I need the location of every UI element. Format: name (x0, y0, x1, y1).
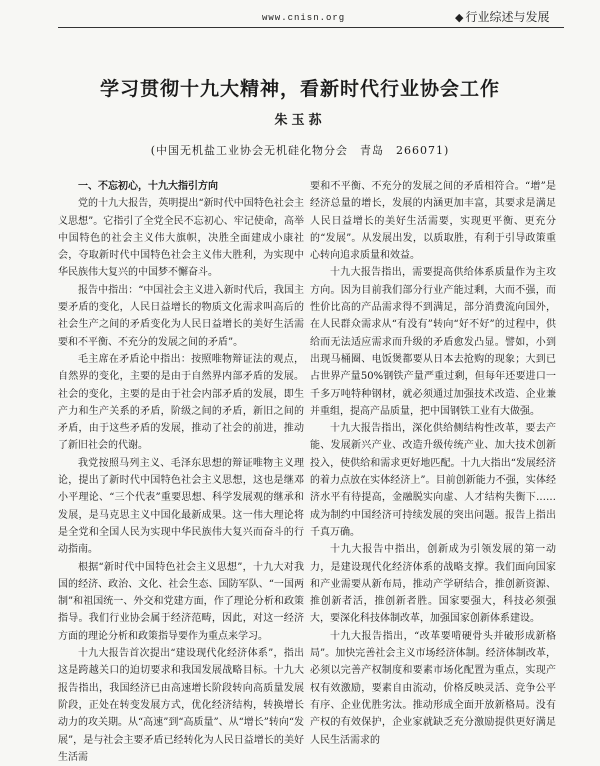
paragraph: 十九大报告首次提出“建设现代化经济体系”，指出这是跨越关口的迫切要求和我国发展战略目标。十九大报告指出，我国经济已由高速增长阶段转向高质量发展阶段，正处在转变发展方式，优化经济结构，转换增长动力的攻关期。从“高速”到“高质量”、从“增长”转向“发展”，是与社会主要矛盾已经转化为人民日益增长的美好生活需 (58, 648, 304, 763)
author-affiliation: (中国无机盐工业协会无机硅化物分会 青岛 266071) (150, 144, 450, 157)
section-heading: 一、不忘初心，十九大指引方向 (78, 181, 218, 192)
paragraph: 根据“新时代中国特色社会主义思想”，十九大对我国的经济、政治、文化、社会生态、国防军队、“一国两制”和祖国统一、外交和党建方面，作了理论分析和政策指导。我们行业协会属于经济范畴，因此，对这一经济方面的理论分析和政策指导要作为重点来学习。 (58, 561, 304, 642)
diamond-icon: ◆ (455, 11, 464, 24)
page-header (0, 0, 600, 34)
site-url: www.cnisn.org (262, 13, 346, 23)
paragraph: 我党按照马列主义、毛泽东思想的辩证唯物主义理论，提出了新时代中国特色社会主义思想，这也是继邓小平理论、“三个代表”重要思想、科学发展观的继承和发展，是马克思主义中国化最新成果。这一伟大理论将是全党和全国人民为实现中华民族伟大复兴而奋斗的行动指南。 (58, 457, 304, 556)
header-rule (58, 27, 564, 28)
left-column (58, 178, 304, 763)
paragraph: 十九大报告中指出，创新成为引领发展的第一动力，是建设现代化经济体系的战略支撑。我们面向国家和产业需要从新布局，推动产学研结合，推创新资源、推创新者活，推创新者胜。国家要强大，科技必须强大，要深化科技体制改革，加强国家创新体系建设。 (310, 544, 556, 625)
right-column (310, 178, 556, 746)
paragraph: 十九大报告指出，需要提高供给体系质量作为主攻方向。因为目前我们部分行业产能过剩，大而不强，而性价比高的产品需求得不到满足，部分消费流向国外，在人民群众需求从“有没有”转向“好不好”的过程中，供给而无法适应需求而升级的矛盾愈发凸显。譬如，小到出现马桶圈、电饭煲都要从日本去抢购的现象；大到已占世界产量50%钢铁产量严重过剩，但每年还要进口一千多万吨特种钢材，就必须通过加强技术改造、企业兼并重组，提高产品质量，把中国钢铁工业有大做强。 (310, 267, 556, 417)
paragraph: 十九大报告指出，深化供给侧结构性改革，要去产能、发展新兴产业、改造升级传统产业、加大技术创新投入，使供给和需求更好地匹配。十九大指出“发展经济的着力点放在实体经济上”。目前创新能力不强，实体经济水平有待提高，金融脱实向虚、人才结构失衡下……成为制约中国经济可持续发展的突出问题。报告上指出千真万确。 (310, 423, 556, 538)
paragraph: 毛主席在矛盾论中指出：按照唯物辩证法的观点，自然界的变化，主要的是由于自然界内部矛盾的发展。社会的变化，主要的是由于社会内部矛盾的发展，即生产力和生产关系的矛盾，阶级之间的矛盾，新旧之间的矛盾，由于这些矛盾的发展，推动了社会的前进，推动了新旧社会的代谢。 (58, 353, 304, 452)
paragraph: 党的十九大报告，英明提出“新时代中国特色社会主义思想”。它指引了全党全民不忘初心、牢记使命，高举中国特色的社会主义伟大旗帜，决胜全面建成小康社会，夺取新时代中国特色社会主义伟大胜利，为实现中华民族伟大复兴的中国梦不懈奋斗。 (58, 198, 304, 279)
section-tag (455, 8, 549, 25)
section-label: 行业综述与发展 (465, 10, 550, 24)
paragraph: 十九大报告指出，“改革要啃硬骨头并破形成新格局”。加快完善社会主义市场经济体制。经济体制改革，必须以完善产权制度和要素市场化配置为重点，实现产权有效激励，要素自由流动，价格反映灵活、竞争公平有序、企业优胜劣汰。推动形成全面开放新格局。没有产权的有效保护，企业家就缺乏充分激励提供更好满足人民生活需求的 (310, 630, 556, 746)
article-title: 学习贯彻十九大精神，看新时代行业协会工作 (99, 78, 500, 100)
paragraph: 报告中指出：“中国社会主义进入新时代后，我国主要矛盾的变化，人民日益增长的物质文化需求叫高后的社会生产之间的矛盾变化为人民日益增长的美好生活需要和不平衡、不充分的发展之间的矛盾”。 (58, 284, 304, 348)
article-author: 朱玉荪 (274, 113, 326, 128)
paragraph: 要和不平衡、不充分的发展之间的矛盾相符合。“增”是经济总量的增长，发展的内涵更加丰富，其要求是满足人民日益增长的美好生活需要，实现更平衡、更充分的“发展”。从发展出发，以质取胜，有利于引导政策重心转向追求质量和效益。 (310, 181, 556, 262)
